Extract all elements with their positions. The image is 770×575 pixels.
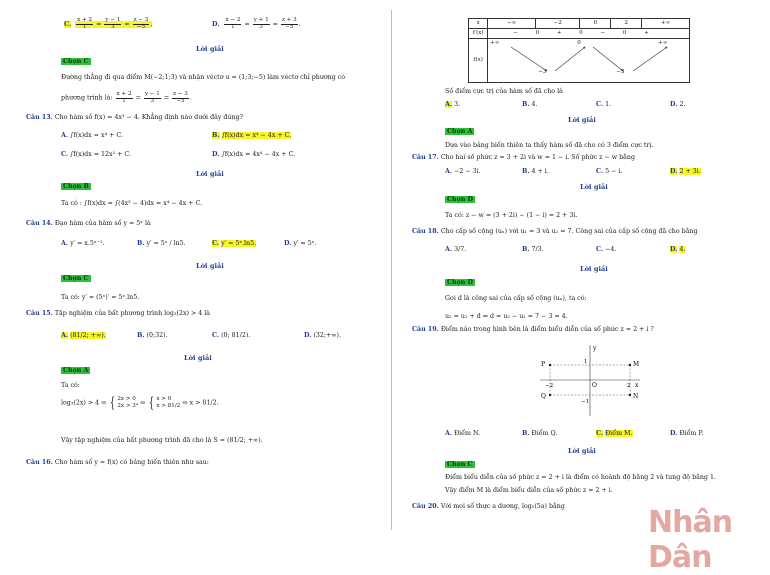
svg-text:1: 1: [584, 359, 588, 365]
q13-option-d: D. ∫f(x)dx = 4x⁴ − 4x + C.: [212, 151, 296, 158]
option-d: D. $\frac{x - 2}{1}$ = $\frac{y + 1}{3}$ = $\frac{z + 3}{-5}$ .: [212, 17, 301, 30]
q13-option-c: C. ∫f(x)dx = 12x² + C.: [61, 151, 131, 158]
chon-badge: Chọn D: [447, 279, 474, 286]
q14-option-a: A. y′ = x.5ˣ⁻¹.: [61, 240, 105, 247]
loi-giai-heading: Lời giải: [580, 265, 608, 273]
chon-badge: Chọn A: [63, 367, 89, 374]
loi-giai-heading: Lời giải: [568, 116, 596, 124]
loi-giai-heading: Lời giải: [184, 354, 212, 362]
q17-option-d: D. 2 + 3i.: [670, 168, 701, 175]
q15-option-d: D. (32;+∞).: [304, 332, 342, 339]
explain-text-2: phương trình là: $\frac{x + 2}{1}$ = $\frac{y - 1}{3}$ = $\frac{z - 3}{-5}$ .: [61, 91, 192, 104]
question-18: Câu 18. Cho cấp số cộng (uₙ) với u₁ = 3 và u₂ = 7. Công sai của cấp số cộng đã cho bằng: [412, 228, 698, 235]
question-14: Câu 14. Đạo hàm của hàm số y = 5ˣ là: [26, 220, 151, 227]
svg-text:Q: Q: [541, 393, 546, 400]
svg-text:P: P: [541, 361, 546, 368]
q15-option-a: A. (81/2; +∞).: [61, 332, 106, 339]
question-16: Câu 16. Cho hàm số y = f(x) có bảng biến thiên như sau:: [26, 459, 209, 466]
chon-badge: Chọn B: [63, 183, 89, 190]
q15-option-c: C. (0; 81/2).: [212, 332, 251, 339]
q18-option-c: C. −4.: [596, 246, 617, 253]
loi-giai-heading: Lời giải: [568, 447, 596, 455]
q14-option-d: D. y′ = 5ˣ.: [284, 240, 317, 247]
line-equation-d: $\frac{x - 2}{1}$ = $\frac{y + 1}{3}$ = $\frac{z + 3}{-5}$ .: [225, 17, 301, 30]
q16-option-c: C. 1.: [596, 101, 612, 108]
q16-prompt: Số điểm cực trị của hàm số đã cho là: [445, 88, 563, 95]
complex-plane-graph: [535, 340, 645, 420]
solution-text: Vậy điểm M là điểm biểu diễn của số phức z = 2 + i.: [445, 487, 613, 494]
chon-badge: Chọn C: [63, 58, 89, 65]
question-19: Câu 19. Điểm nào trong hình bên là điểm biểu diễn của số phức z = 2 + i ?: [412, 326, 654, 333]
q14-option-c: C. y′ = 5ˣ.ln5.: [212, 240, 257, 247]
q16-option-b: B. 4.: [522, 101, 538, 108]
q13-option-a: A. ∫f(x)dx = x⁴ + C.: [61, 132, 123, 139]
chon-badge: Chọn C: [63, 275, 89, 282]
q18-option-b: B. 7/3.: [522, 246, 544, 253]
q18-option-a: A. 3/7.: [445, 246, 467, 253]
ta-co-text: Ta có:: [61, 382, 80, 389]
variation-arrows: [497, 39, 681, 79]
solution-text: Dựa vào bảng biến thiên ta thấy hàm số đã cho có 3 điểm cực trị.: [445, 142, 654, 149]
conclusion-text: Vậy tập nghiệm của bất phương trình đã cho là S = (81/2; +∞).: [61, 437, 263, 444]
loi-giai-heading: Lời giải: [580, 183, 608, 191]
question-13: Câu 13. Cho hàm số f(x) = 4x³ − 4. Khẳng định nào dưới đây đúng?: [26, 114, 243, 121]
loi-giai-heading: Lời giải: [196, 262, 224, 270]
q19-option-a: A. Điểm N.: [445, 430, 481, 437]
q16-option-d: D. 2.: [670, 101, 686, 108]
nhan-dan-logo: Nhân Dân: [648, 505, 733, 575]
svg-text:O: O: [592, 382, 597, 389]
svg-text:N: N: [633, 393, 639, 400]
q19-option-d: D. Điểm P.: [670, 430, 704, 437]
solution-system: log₃(2x) > 4 ⇔ { 2x > 0 2x > 3⁴ ⇔ { x > 0 x > 81/2 ⇔ x > 81/2.: [61, 395, 219, 411]
line-equation-c: $\frac{x + 2}{1}$ = $\frac{y - 1}{3}$ = $\frac{z - 3}{-5}$ .: [77, 17, 153, 30]
svg-text:−1: −1: [581, 399, 590, 405]
svg-text:2: 2: [627, 383, 631, 389]
q15-option-b: B. (0;32).: [137, 332, 168, 339]
solution-text: u₂ = u₁ + d ⇔ d = u₂ − u₁ = 7 − 3 = 4.: [445, 313, 568, 320]
svg-text:x: x: [635, 382, 639, 389]
svg-text:y: y: [593, 345, 597, 352]
question-17: Câu 17. Cho hai số phức z = 3 + 2i và w = 1 − i. Số phức z − w bằng: [412, 154, 635, 161]
loi-giai-heading: Lời giải: [196, 170, 224, 178]
question-20: Câu 20. Với mọi số thực a dương, log₅(5a) bằng: [412, 503, 565, 510]
q17-option-b: B. 4 + i.: [522, 168, 549, 175]
explain-text: Đường thẳng đi qua điểm M(−2;1;3) và nhận véctơ u = (1;3;−5) làm véctơ chỉ phương có: [61, 74, 346, 81]
chon-badge: Chọn A: [447, 128, 473, 135]
q17-option-a: A. −2 − 3i.: [445, 168, 481, 175]
solution-text: Gọi d là công sai của cấp số cộng (uₙ), ta có:: [445, 295, 587, 302]
q19-option-b: B. Điểm Q.: [522, 430, 558, 437]
question-15: Câu 15. Tập nghiệm của bất phương trình log₃(2x) > 4 là: [26, 310, 211, 317]
option-c-highlighted: C. $\frac{x + 2}{1}$ = $\frac{y - 1}{3}$ = $\frac{z - 3}{-5}$ .: [64, 17, 153, 30]
column-divider: [391, 10, 392, 530]
q16-option-a: A. 3.: [445, 101, 461, 108]
q18-option-d: D. 4.: [670, 246, 686, 253]
q17-option-c: C. 5 − i.: [596, 168, 623, 175]
q19-option-c: C. Điểm M.: [596, 430, 633, 437]
chon-badge: Chọn D: [447, 196, 474, 203]
chon-badge: Chọn C: [447, 461, 473, 468]
variation-table: x −∞ −2 0 2 +∞ f′(x) − 0 + 0 − 0 + f(x) +∞ −3 0 −3 +∞: [468, 18, 690, 83]
solution-text: Điểm biểu diễn của số phức z = 2 + i là điểm có hoành độ bằng 2 và tung độ bằng 1.: [445, 474, 716, 481]
q14-option-b: B. y′ = 5ˣ / ln5.: [137, 240, 186, 247]
solution-text: Ta có: z − w = (3 + 2i) − (1 − i) = 2 + 3i.: [445, 212, 578, 219]
solution-text: Ta có : ∫f(x)dx = ∫(4x³ − 4)dx = x⁴ − 4x + C.: [61, 200, 203, 207]
svg-text:−2: −2: [545, 383, 554, 389]
q13-option-b: B. ∫f(x)dx = x⁴ − 4x + C.: [212, 132, 292, 139]
loi-giai-heading: Lời giải: [196, 45, 224, 53]
solution-text: Ta có: y′ = (5ˣ)′ = 5ˣ.ln5.: [61, 294, 140, 301]
svg-text:M: M: [633, 361, 640, 368]
